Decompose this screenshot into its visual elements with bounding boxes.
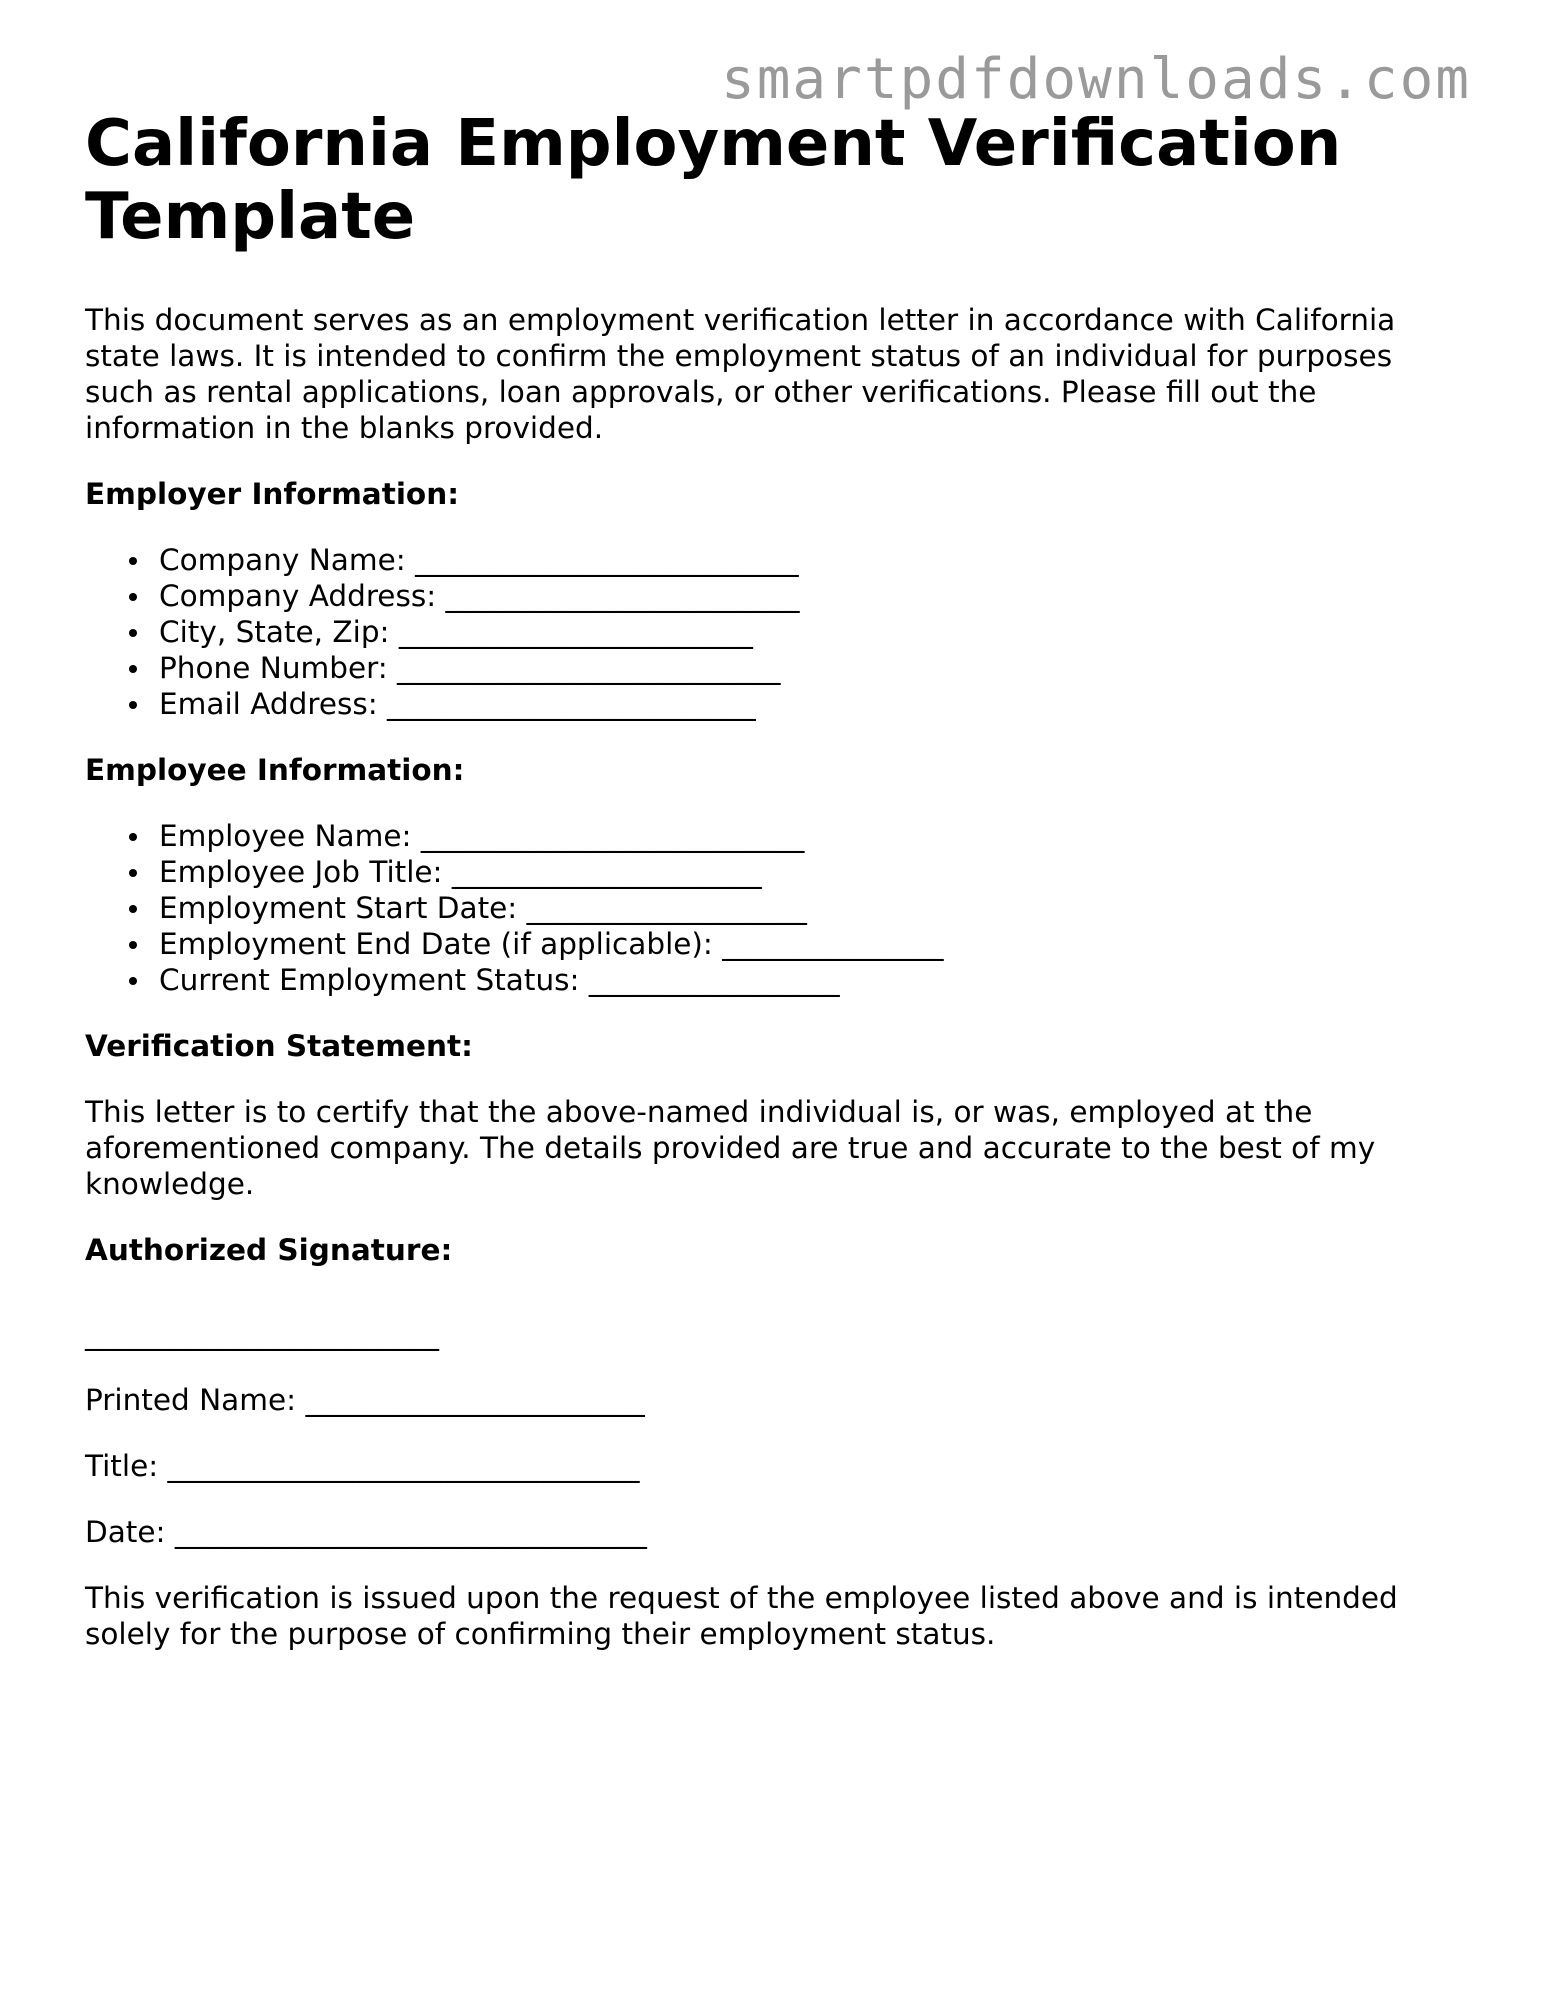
employment-start-date-field[interactable]: Employment Start Date: ___________________ (159, 890, 1465, 926)
title-field[interactable]: Title: ________________________________ (85, 1449, 640, 1483)
signature-heading: Authorized Signature: (85, 1233, 453, 1267)
document-title: California Employment Verification Template (85, 107, 1342, 254)
employer-list (85, 542, 1465, 722)
employee-name-field[interactable]: Employee Name: __________________________ (159, 818, 1465, 854)
employee-heading: Employee Information: (85, 753, 465, 787)
phone-number-field[interactable]: Phone Number: __________________________ (159, 650, 1465, 686)
watermark: smartpdfdownloads.com (720, 47, 1471, 112)
printed-name-field[interactable]: Printed Name: _______________________ (85, 1383, 645, 1417)
employment-status-field[interactable]: Current Employment Status: _________________ (159, 962, 1465, 998)
employer-heading: Employer Information: (85, 477, 459, 511)
signature-line[interactable]: ________________________ (85, 1317, 439, 1351)
intro-paragraph: This document serves as an employment verification letter in accordance with California state laws. It is intended to confirm the employment status of an individual for purposes such as rental applications, loan approvals, or other verifications. Please fill out the information in the blanks provided. (85, 303, 1396, 445)
company-address-field[interactable]: Company Address: ________________________ (159, 578, 1465, 614)
employee-list (85, 818, 1465, 998)
employment-end-date-field[interactable]: Employment End Date (if applicable): _______________ (159, 926, 1465, 962)
closing-paragraph: This verification is issued upon the request of the employee listed above and is intended solely for the purpose of confirming their employment status. (85, 1581, 1398, 1651)
city-state-zip-field[interactable]: City, State, Zip: ________________________ (159, 614, 1465, 650)
verification-heading: Verification Statement: (85, 1029, 473, 1063)
company-name-field[interactable]: Company Name: __________________________ (159, 542, 1465, 578)
date-field[interactable]: Date: ________________________________ (85, 1515, 647, 1549)
email-address-field[interactable]: Email Address: _________________________ (159, 686, 1465, 722)
employee-job-title-field[interactable]: Employee Job Title: _____________________ (159, 854, 1465, 890)
verification-statement: This letter is to certify that the above-named individual is, or was, employed at the aforementioned company. The details provided are true and accurate to the best of my knowledge. (85, 1095, 1376, 1201)
document-page (85, 108, 1465, 1652)
